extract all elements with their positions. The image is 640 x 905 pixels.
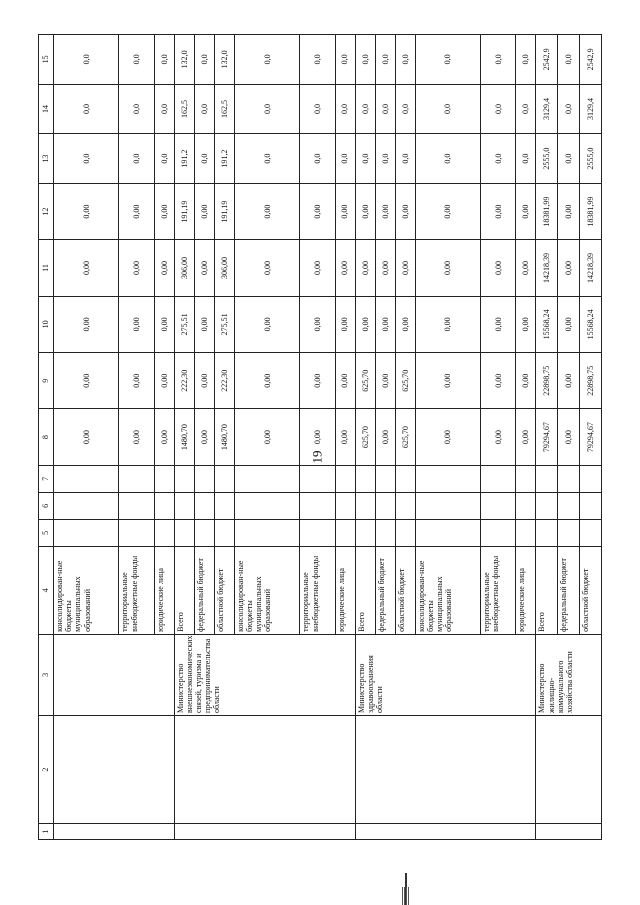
value-cell: 0,0 <box>194 35 214 85</box>
value-cell: 0,00 <box>119 240 154 296</box>
value-cell: 0,0 <box>355 35 375 85</box>
value-cell: 0,00 <box>300 409 335 465</box>
value-cell <box>234 519 299 546</box>
value-cell: 0,00 <box>154 409 174 465</box>
value-cell: 0,0 <box>300 134 335 184</box>
value-cell: 625,70 <box>395 409 415 465</box>
value-cell: 0,0 <box>516 134 536 184</box>
value-cell: 1480,70 <box>214 409 234 465</box>
value-cell <box>174 465 194 492</box>
value-cell <box>580 519 602 546</box>
org-cell <box>54 634 175 715</box>
value-cell: 0,0 <box>395 35 415 85</box>
value-cell: 0,00 <box>375 296 395 352</box>
value-cell <box>54 519 119 546</box>
value-cell: 0,00 <box>415 409 480 465</box>
funding-source-cell: Всего <box>536 546 558 634</box>
value-cell <box>415 492 480 519</box>
value-cell: 306,00 <box>214 240 234 296</box>
value-cell: 0,00 <box>234 409 299 465</box>
empty-cell <box>355 715 536 823</box>
value-cell <box>335 519 355 546</box>
value-cell: 0,00 <box>516 240 536 296</box>
value-cell <box>415 519 480 546</box>
value-cell: 191,19 <box>174 183 194 239</box>
value-cell: 0,00 <box>558 240 580 296</box>
value-cell: 0,00 <box>194 409 214 465</box>
value-cell: 625,70 <box>395 353 415 409</box>
budget-table <box>38 34 602 840</box>
value-cell <box>536 519 558 546</box>
value-cell: 162,5 <box>214 84 234 134</box>
value-cell: 222,30 <box>174 353 194 409</box>
value-cell: 0,0 <box>375 134 395 184</box>
value-cell: 162,5 <box>174 84 194 134</box>
value-cell: 0,00 <box>194 296 214 352</box>
value-cell: 0,00 <box>481 409 516 465</box>
value-cell: 275,51 <box>214 296 234 352</box>
funding-source-cell: федеральный бюджет <box>375 546 395 634</box>
empty-cell <box>174 824 355 840</box>
value-cell: 0,00 <box>194 240 214 296</box>
column-header: 14 <box>39 84 54 134</box>
value-cell <box>395 465 415 492</box>
value-cell: 0,0 <box>119 35 154 85</box>
value-cell: 0,0 <box>154 84 174 134</box>
value-cell: 0,00 <box>234 296 299 352</box>
value-cell: 0,00 <box>355 296 375 352</box>
value-cell <box>300 492 335 519</box>
value-cell: 0,00 <box>119 353 154 409</box>
org-cell: Министерство здравоохранения области <box>355 634 536 715</box>
value-cell: 14218,39 <box>536 240 558 296</box>
value-cell: 0,00 <box>395 296 415 352</box>
value-cell <box>194 465 214 492</box>
value-cell <box>355 492 375 519</box>
value-cell <box>516 465 536 492</box>
value-cell: 222,30 <box>214 353 234 409</box>
value-cell: 0,00 <box>558 409 580 465</box>
empty-cell <box>54 824 175 840</box>
empty-cell <box>174 715 355 823</box>
empty-cell <box>536 824 602 840</box>
value-cell <box>154 465 174 492</box>
value-cell <box>355 465 375 492</box>
value-cell: 0,00 <box>395 240 415 296</box>
org-cell: Министерство внешнеэкономических связей, туризма и предпринимательства области <box>174 634 355 715</box>
funding-source-cell: федеральный бюджет <box>194 546 214 634</box>
value-cell: 0,00 <box>154 296 174 352</box>
funding-source-cell: федеральный бюджет <box>558 546 580 634</box>
value-cell: 0,00 <box>119 183 154 239</box>
column-header: 10 <box>39 296 54 352</box>
value-cell: 0,0 <box>194 134 214 184</box>
value-cell: 625,70 <box>355 409 375 465</box>
funding-source-cell: юридические лица <box>335 546 355 634</box>
column-header: 8 <box>39 409 54 465</box>
funding-source-cell: консолидирован-ные бюджеты муниципальных образований <box>415 546 480 634</box>
value-cell <box>335 465 355 492</box>
column-header: 9 <box>39 353 54 409</box>
value-cell <box>174 519 194 546</box>
value-cell: 0,0 <box>119 84 154 134</box>
page-number: 19 <box>309 450 325 464</box>
value-cell: 625,70 <box>355 353 375 409</box>
column-header: 12 <box>39 183 54 239</box>
value-cell: 275,51 <box>174 296 194 352</box>
value-cell: 0,00 <box>375 409 395 465</box>
value-cell: 0,0 <box>300 84 335 134</box>
column-header: 7 <box>39 465 54 492</box>
value-cell: 0,00 <box>154 240 174 296</box>
value-cell <box>174 492 194 519</box>
value-cell <box>375 465 395 492</box>
value-cell: 0,0 <box>558 84 580 134</box>
funding-source-cell: Всего <box>174 546 194 634</box>
column-header: 5 <box>39 519 54 546</box>
value-cell: 0,0 <box>516 35 536 85</box>
value-cell: 0,00 <box>54 296 119 352</box>
value-cell: 14218,39 <box>580 240 602 296</box>
funding-source-cell: областной бюджет <box>580 546 602 634</box>
value-cell <box>580 465 602 492</box>
column-header: 13 <box>39 134 54 184</box>
value-cell <box>214 492 234 519</box>
value-cell <box>154 492 174 519</box>
value-cell <box>234 492 299 519</box>
value-cell: 0,00 <box>375 183 395 239</box>
value-cell: 0,0 <box>355 84 375 134</box>
value-cell: 0,0 <box>481 35 516 85</box>
value-cell: 0,0 <box>395 84 415 134</box>
value-cell: 0,00 <box>415 296 480 352</box>
value-cell: 0,00 <box>558 353 580 409</box>
value-cell: 0,0 <box>558 35 580 85</box>
value-cell: 0,00 <box>335 240 355 296</box>
value-cell <box>415 465 480 492</box>
value-cell: 0,00 <box>300 240 335 296</box>
funding-source-cell: консолидирован-ные бюджеты муниципальных образований <box>54 546 119 634</box>
value-cell: 0,0 <box>154 134 174 184</box>
value-cell: 0,00 <box>54 240 119 296</box>
value-cell: 0,00 <box>154 353 174 409</box>
value-cell: 0,00 <box>516 183 536 239</box>
value-cell: 0,00 <box>234 240 299 296</box>
funding-source-cell: юридические лица <box>516 546 536 634</box>
value-cell: 0,00 <box>481 183 516 239</box>
funding-source-cell: областной бюджет <box>395 546 415 634</box>
value-cell <box>234 465 299 492</box>
table-row <box>54 35 119 840</box>
value-cell: 0,00 <box>154 183 174 239</box>
value-cell: 0,00 <box>54 409 119 465</box>
value-cell: 0,0 <box>154 35 174 85</box>
value-cell: 0,0 <box>395 134 415 184</box>
value-cell <box>580 492 602 519</box>
value-cell: 0,00 <box>558 183 580 239</box>
value-cell: 0,00 <box>335 296 355 352</box>
column-header: 6 <box>39 492 54 519</box>
value-cell: 0,0 <box>54 134 119 184</box>
value-cell: 2542,9 <box>536 35 558 85</box>
table-row <box>355 35 375 840</box>
value-cell: 0,0 <box>375 84 395 134</box>
value-cell: 2555,0 <box>536 134 558 184</box>
value-cell <box>481 465 516 492</box>
funding-source-cell: территориальные внебюджетные фонды <box>119 546 154 634</box>
value-cell: 0,00 <box>234 353 299 409</box>
column-header: 11 <box>39 240 54 296</box>
value-cell: 0,00 <box>415 183 480 239</box>
value-cell <box>154 519 174 546</box>
value-cell <box>119 465 154 492</box>
value-cell <box>54 492 119 519</box>
value-cell: 0,00 <box>415 240 480 296</box>
value-cell <box>536 492 558 519</box>
value-cell: 0,00 <box>335 353 355 409</box>
empty-cell <box>536 715 602 823</box>
value-cell <box>481 519 516 546</box>
value-cell: 0,0 <box>516 84 536 134</box>
value-cell: 2542,9 <box>580 35 602 85</box>
value-cell: 0,0 <box>481 134 516 184</box>
value-cell <box>558 465 580 492</box>
value-cell <box>54 465 119 492</box>
empty-cell <box>355 824 536 840</box>
value-cell: 0,0 <box>415 134 480 184</box>
value-cell: 0,0 <box>335 134 355 184</box>
funding-source-cell: территориальные внебюджетные фонды <box>300 546 335 634</box>
value-cell <box>194 519 214 546</box>
value-cell: 0,0 <box>119 134 154 184</box>
value-cell: 0,0 <box>415 35 480 85</box>
value-cell: 0,0 <box>375 35 395 85</box>
value-cell <box>536 465 558 492</box>
value-cell: 15568,24 <box>536 296 558 352</box>
value-cell <box>300 519 335 546</box>
column-header: 2 <box>39 715 54 823</box>
value-cell: 0,00 <box>395 183 415 239</box>
column-header: 3 <box>39 634 54 715</box>
value-cell: 0,00 <box>415 353 480 409</box>
value-cell: 0,0 <box>234 35 299 85</box>
value-cell: 0,0 <box>355 134 375 184</box>
value-cell: 132,0 <box>174 35 194 85</box>
value-cell: 0,00 <box>355 240 375 296</box>
value-cell: 0,0 <box>335 35 355 85</box>
value-cell: 22898,75 <box>536 353 558 409</box>
value-cell <box>516 492 536 519</box>
value-cell: 18381,99 <box>580 183 602 239</box>
value-cell: 0,00 <box>194 353 214 409</box>
value-cell: 0,00 <box>481 296 516 352</box>
value-cell: 191,2 <box>174 134 194 184</box>
value-cell: 0,00 <box>119 296 154 352</box>
value-cell <box>481 492 516 519</box>
value-cell <box>516 519 536 546</box>
value-cell: 79294,67 <box>580 409 602 465</box>
value-cell: 0,00 <box>300 183 335 239</box>
table-row <box>174 35 194 840</box>
column-header: 1 <box>39 824 54 840</box>
value-cell <box>395 492 415 519</box>
value-cell: 15568,24 <box>580 296 602 352</box>
value-cell: 191,2 <box>214 134 234 184</box>
value-cell <box>214 465 234 492</box>
value-cell: 0,0 <box>54 35 119 85</box>
value-cell: 18381,99 <box>536 183 558 239</box>
value-cell <box>558 519 580 546</box>
value-cell: 0,00 <box>194 183 214 239</box>
table-row <box>536 35 558 840</box>
value-cell: 0,00 <box>516 353 536 409</box>
value-cell: 0,0 <box>234 84 299 134</box>
value-cell <box>214 519 234 546</box>
value-cell: 0,00 <box>300 353 335 409</box>
value-cell <box>300 465 335 492</box>
value-cell <box>119 492 154 519</box>
value-cell: 191,19 <box>214 183 234 239</box>
value-cell: 3129,4 <box>536 84 558 134</box>
org-cell: Министерство жилищно-коммунального хозяйства области <box>536 634 602 715</box>
value-cell: 22898,75 <box>580 353 602 409</box>
value-cell: 0,00 <box>375 240 395 296</box>
column-header: 4 <box>39 546 54 634</box>
value-cell <box>375 492 395 519</box>
scan-artifact <box>402 887 410 905</box>
value-cell: 0,0 <box>415 84 480 134</box>
value-cell: 306,00 <box>174 240 194 296</box>
value-cell <box>335 492 355 519</box>
value-cell: 0,00 <box>335 409 355 465</box>
value-cell: 0,0 <box>234 134 299 184</box>
funding-source-cell: юридические лица <box>154 546 174 634</box>
value-cell: 0,0 <box>481 84 516 134</box>
value-cell: 1480,70 <box>174 409 194 465</box>
value-cell: 0,0 <box>335 84 355 134</box>
value-cell: 2555,0 <box>580 134 602 184</box>
value-cell: 0,00 <box>119 409 154 465</box>
value-cell: 0,0 <box>194 84 214 134</box>
empty-cell <box>54 715 175 823</box>
value-cell <box>119 519 154 546</box>
value-cell: 0,0 <box>300 35 335 85</box>
value-cell: 0,00 <box>54 353 119 409</box>
value-cell: 3129,4 <box>580 84 602 134</box>
funding-source-cell: консолидирован-ные бюджеты муниципальных образований <box>234 546 299 634</box>
value-cell: 0,0 <box>558 134 580 184</box>
rotated-table-container <box>38 34 602 840</box>
value-cell: 132,0 <box>214 35 234 85</box>
value-cell: 0,00 <box>355 183 375 239</box>
funding-source-cell: территориальные внебюджетные фонды <box>481 546 516 634</box>
table-body <box>54 35 602 840</box>
value-cell: 0,00 <box>375 353 395 409</box>
value-cell: 0,0 <box>54 84 119 134</box>
value-cell: 0,00 <box>558 296 580 352</box>
value-cell: 0,00 <box>516 296 536 352</box>
funding-source-cell: областной бюджет <box>214 546 234 634</box>
value-cell: 0,00 <box>481 240 516 296</box>
funding-source-cell: Всего <box>355 546 375 634</box>
value-cell: 0,00 <box>481 353 516 409</box>
value-cell: 0,00 <box>335 183 355 239</box>
value-cell <box>558 492 580 519</box>
header-row <box>39 35 54 840</box>
value-cell: 0,00 <box>54 183 119 239</box>
value-cell: 0,00 <box>516 409 536 465</box>
value-cell <box>194 492 214 519</box>
value-cell: 0,00 <box>234 183 299 239</box>
column-header: 15 <box>39 35 54 85</box>
value-cell: 0,00 <box>300 296 335 352</box>
value-cell <box>355 519 375 546</box>
value-cell <box>395 519 415 546</box>
value-cell: 79294,67 <box>536 409 558 465</box>
value-cell <box>375 519 395 546</box>
